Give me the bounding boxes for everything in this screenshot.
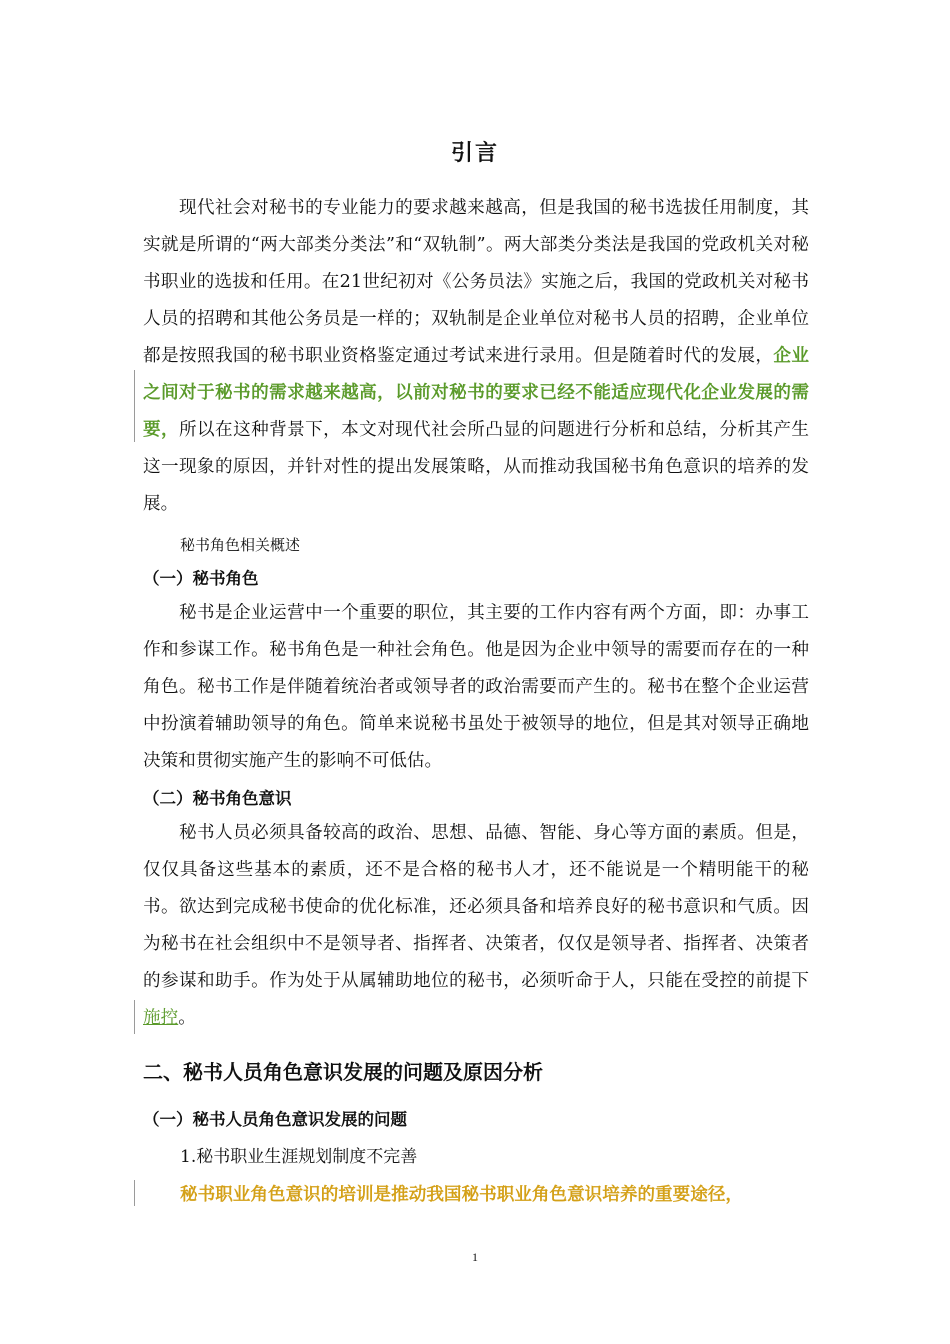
list-item: 1.秘书职业生涯规划制度不完善 bbox=[180, 1147, 418, 1167]
section2-paragraph bbox=[143, 815, 809, 1037]
control-link[interactable]: 施控 bbox=[143, 1008, 179, 1028]
chapter2-heading: 二、秘书人员角色意识发展的问题及原因分析 bbox=[143, 1060, 543, 1084]
page-number: 1 bbox=[472, 1250, 478, 1264]
gold-highlight-line: 秘书职业角色意识的培训是推动我国秘书职业角色意识培养的重要途径， bbox=[180, 1185, 744, 1205]
margin-change-bar bbox=[134, 370, 135, 442]
intro-paragraph bbox=[143, 190, 809, 523]
overview-heading: 秘书角色相关概述 bbox=[180, 536, 301, 554]
intro-highlight: 企业之间对于秘书的需求越来越高，以前对秘书的要求已经不能适应现代化企业发展的需要， bbox=[143, 346, 809, 440]
section2-end: 。 bbox=[178, 1008, 196, 1028]
section2-heading: （二）秘书角色意识 bbox=[143, 789, 292, 808]
section1-paragraph: 秘书是企业运营中一个重要的职位，其主要的工作内容有两个方面，即：办事工作和参谋工作。秘书角色是一种社会角色。他是因为企业中领导的需要而存在的一种角色。秘书工作是伴随着统治者或领导者的政治需要而产生的。秘书在整个企业运营中扮演着辅助领导的角色。简单来说秘书虽处于被领导的地位，但是其对领导正确地决策和贯彻实施产生的影响不可低估。 bbox=[143, 603, 809, 771]
section2-text: 秘书人员必须具备较高的政治、思想、品德、智能、身心等方面的素质。但是，仅仅具备这些基本的素质，还不是合格的秘书人才，还不能说是一个精明能干的秘书。欲达到完成秘书使命的优化标准，还必须具备和培养良好的秘书意识和气质。因为秘书在社会组织中不是领导者、指挥者、决策者，仅仅是领导者、指挥者、决策者的参谋和助手。作为处于从属辅助地位的秘书，必须听命于人，只能在受控的前提下 bbox=[143, 823, 809, 991]
intro-text-2: 所以在这种背景下，本文对现代社会所凸显的问题进行分析和总结，分析其产生这一现象的原因，并针对性的提出发展策略，从而推动我国秘书角色意识的培养的发展。 bbox=[143, 420, 809, 514]
margin-change-bar bbox=[134, 1000, 135, 1034]
page-title: 引言 bbox=[450, 141, 499, 166]
margin-change-bar bbox=[134, 1180, 135, 1206]
chapter2-sub-heading: （一）秘书人员角色意识发展的问题 bbox=[143, 1110, 407, 1129]
section1-heading: （一）秘书角色 bbox=[143, 569, 259, 588]
intro-text-1: 现代社会对秘书的专业能力的要求越来越高，但是我国的秘书选拔任用制度，其实就是所谓的“两大部类分类法”和“双轨制”。两大部类分类法是我国的党政机关对秘书职业的选拔和任用。在21世纪初对《公务员法》实施之后，我国的党政机关对秘书人员的招聘和其他公务员是一样的；双轨制是企业单位对秘书人员的招聘，企业单位都是按照我国的秘书职业资格鉴定通过考试来进行录用。但是随着时代的发展， bbox=[143, 198, 809, 366]
